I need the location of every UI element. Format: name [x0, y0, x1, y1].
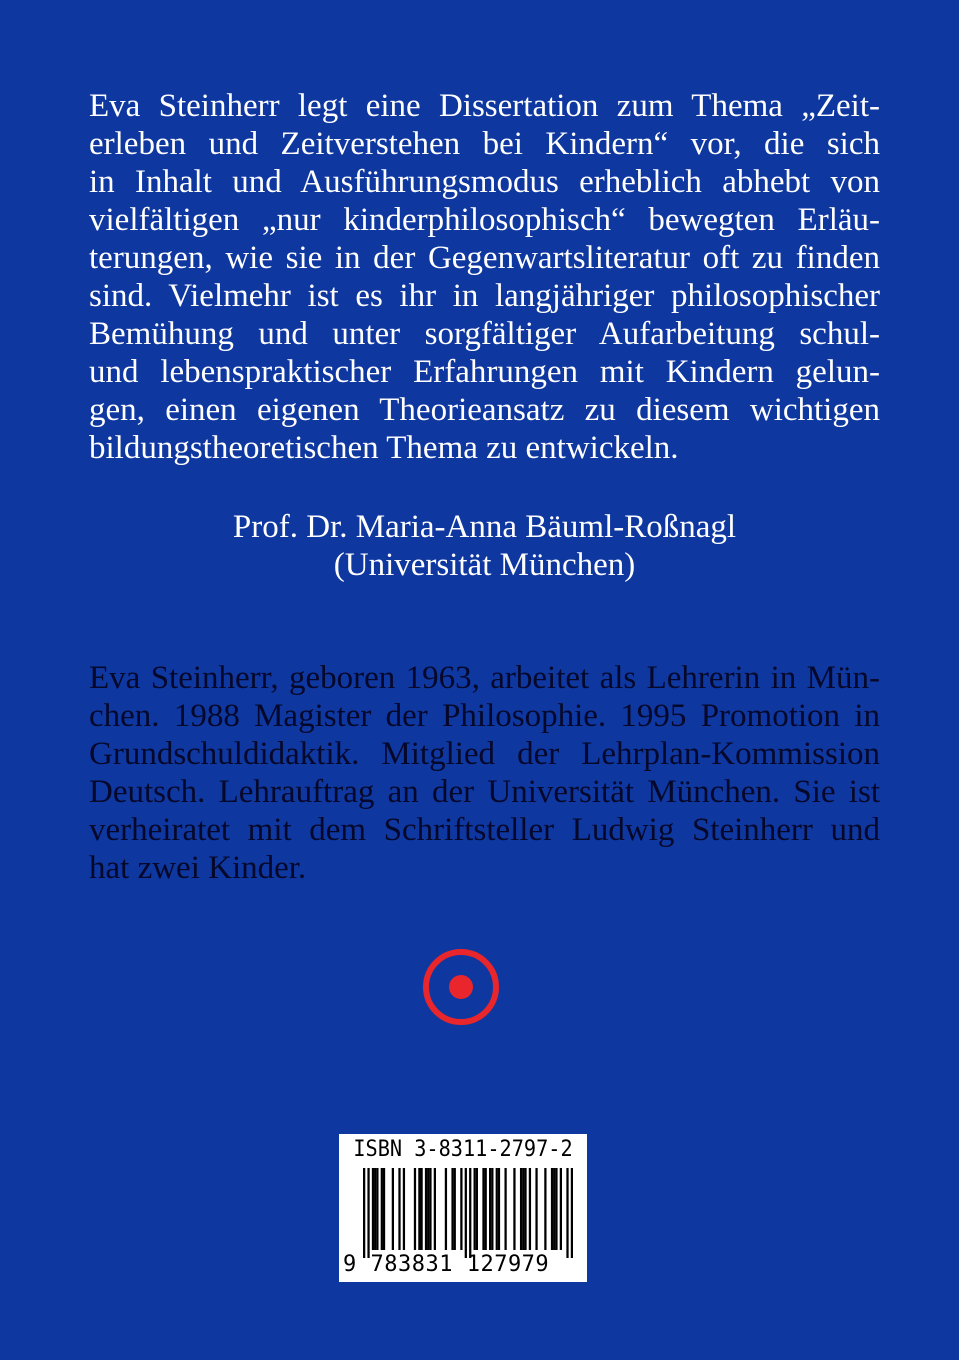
barcode-bar — [420, 1168, 422, 1250]
bio-line: hat zwei Kinder. — [89, 850, 307, 886]
bio-line: Eva Steinherr, geboren 1963, arbeitet als Lehrerin in Mün- — [89, 660, 880, 696]
blurb-line: Eva Steinherr legt eine Dissertation zum Thema „Zeit- — [89, 88, 880, 124]
author-bio — [89, 659, 880, 887]
barcode-bar — [414, 1168, 416, 1250]
barcode-bar — [551, 1168, 553, 1250]
blurb-line: bildungstheoretischen Thema zu entwickeln. — [89, 430, 679, 466]
endorsement — [89, 508, 880, 584]
bio-line: chen. 1988 Magister der Philosophie. 1995 Promotion in — [89, 698, 880, 734]
barcode-bar — [566, 1168, 568, 1258]
barcode-bar — [451, 1168, 453, 1250]
barcode-bar — [555, 1168, 557, 1250]
blurb-line: erleben und Zeitverstehen bei Kindern“ vor, die sich — [89, 126, 880, 162]
barcode-bar — [513, 1168, 515, 1250]
blurb-line: gen, einen eigenen Theorieansatz zu diesem wichtigen — [89, 392, 880, 428]
barcode-bar — [445, 1168, 447, 1250]
barcode-bar — [418, 1168, 420, 1250]
barcode-bar — [469, 1168, 471, 1258]
barcode-bar — [398, 1168, 400, 1250]
barcode-bar — [381, 1168, 383, 1250]
blurb-line: sind. Vielmehr ist es ihr in langjähriger philosophischer — [89, 278, 880, 314]
barcode-bar — [454, 1168, 456, 1250]
barcode-bar — [553, 1168, 555, 1250]
barcode-bar — [474, 1168, 476, 1250]
blurb-paragraph — [89, 87, 880, 467]
bio-line: Deutsch. Lehrauftrag an der Universität München. Sie ist — [89, 774, 880, 810]
isbn-label: ISBN 3-8311-2797-2 — [353, 1137, 573, 1162]
barcode-bar — [535, 1168, 537, 1250]
barcode-bar — [496, 1168, 498, 1250]
barcode-bar — [544, 1168, 546, 1250]
ean-number: 9 783831 127979 — [343, 1252, 550, 1277]
blurb-line: terungen, wie sie in der Gegenwartsliteratur oft zu finden — [89, 240, 880, 276]
blurb-line: vielfältigen „nur kinderphilosophisch“ bewegten Erläu- — [89, 202, 880, 238]
barcode-bar — [383, 1168, 385, 1250]
target-ring-icon — [422, 948, 500, 1026]
blurb-line: und lebenspraktischer Erfahrungen mit Kindern gelun- — [89, 354, 880, 390]
barcode-bar — [465, 1168, 467, 1258]
barcode-bar — [476, 1168, 478, 1250]
barcode-bar — [522, 1168, 524, 1250]
blurb-line: Bemühung und unter sorgfältiger Aufarbeitung schul- — [89, 316, 880, 352]
barcode-bar — [491, 1168, 493, 1250]
endorser-affiliation: (Universität München) — [333, 547, 636, 583]
barcode-bar — [372, 1168, 374, 1250]
barcode-bar — [374, 1168, 376, 1250]
barcode-bar — [434, 1168, 436, 1250]
barcode-bar — [498, 1168, 500, 1250]
bio-line: Grundschuldidaktik. Mitglied der Lehrplan-Kommission — [89, 736, 880, 772]
barcode-bar — [489, 1168, 491, 1250]
barcode-bars — [363, 1168, 573, 1258]
barcode-bar — [392, 1168, 394, 1250]
barcode-bar — [560, 1168, 562, 1250]
blurb-line: in Inhalt und Ausführungsmodus erheblich abhebt von — [89, 164, 880, 200]
barcode-bar — [571, 1168, 573, 1258]
barcode-bar — [482, 1168, 484, 1250]
barcode-bar — [460, 1168, 462, 1250]
bio-line: verheiratet mit dem Schriftsteller Ludwig Steinherr und — [89, 812, 880, 848]
barcode-bar — [529, 1168, 531, 1250]
barcode-bar — [520, 1168, 522, 1250]
barcode-bar — [403, 1168, 405, 1250]
barcode-bar — [485, 1168, 487, 1250]
barcode-bar — [363, 1168, 365, 1258]
barcode-bar — [367, 1168, 369, 1258]
barcode-bar — [376, 1168, 378, 1250]
barcode-bar — [524, 1168, 526, 1250]
endorser-name: Prof. Dr. Maria-Anna Bäuml-Roßnagl — [232, 509, 737, 545]
barcode-bar — [427, 1168, 429, 1250]
isbn-barcode — [339, 1134, 587, 1282]
barcode-bar — [425, 1168, 427, 1250]
barcode-bar — [504, 1168, 506, 1250]
barcode-bar — [429, 1168, 431, 1250]
